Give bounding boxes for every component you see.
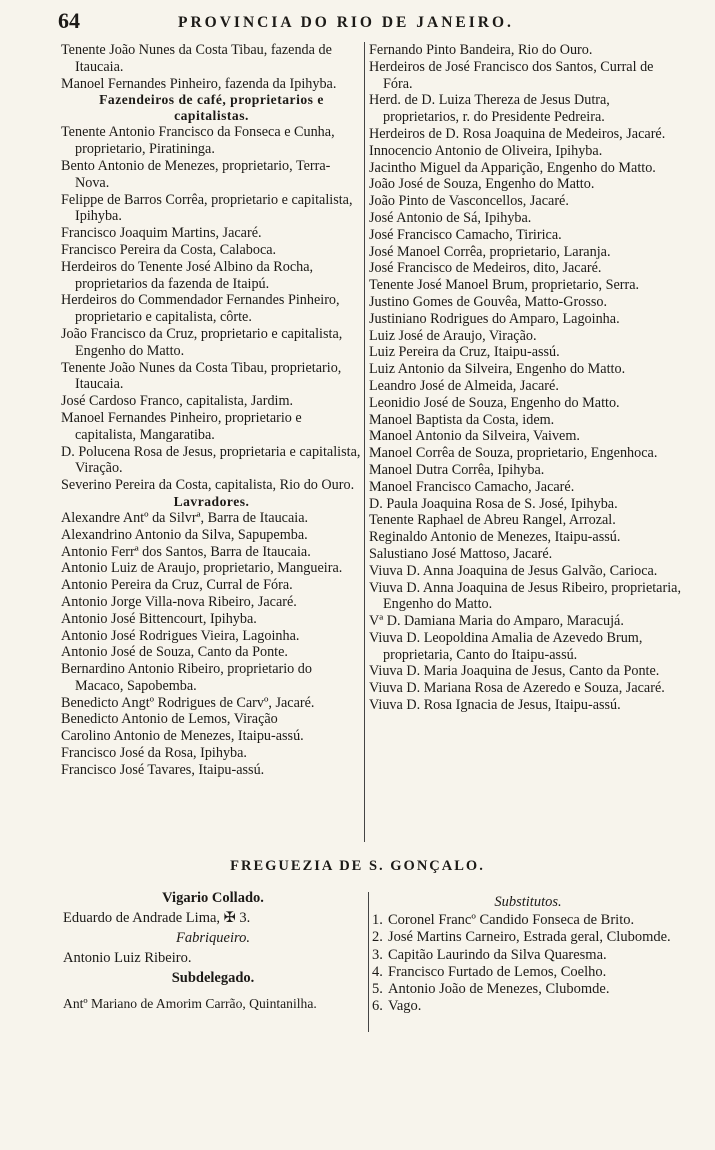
list-entry: Tenente Antonio Francisco da Fonseca e Cunha, proprietario, Piratininga.: [61, 124, 335, 158]
list-entry: Herdeiros do Commendador Fernandes Pinheiro, proprietario e capitalista, côrte.: [61, 292, 340, 326]
list-entry: Severino Pereira da Costa, capitalista, Rio do Ouro.: [61, 477, 355, 494]
list-entry: José Antonio de Sá, Ipihyba.: [369, 209, 532, 226]
list-entry: José Francisco Camacho, Tiririca.: [369, 226, 562, 243]
substituto-name: Francisco Furtado de Lemos, Coelho.: [388, 963, 607, 980]
list-entry: Francisco José da Rosa, Ipihyba.: [61, 745, 247, 762]
list-entry: Manoel Francisco Camacho, Jacaré.: [369, 478, 575, 495]
list-entry: Herd. de D. Luiza Thereza de Jesus Dutra, proprietarios, r. do Presidente Pedreira.: [369, 92, 610, 126]
list-entry: Manoel Baptista da Costa, idem.: [369, 411, 555, 428]
list-entry: Manoel Dutra Corrêa, Ipihyba.: [369, 461, 545, 478]
list-entry: Viuva D. Maria Joaquina de Jesus, Canto da Ponte.: [369, 663, 660, 680]
section-heading: Fazendeiros de café, proprietarios e capitalistas.: [99, 92, 324, 124]
substituto-name: Capitão Laurindo da Silva Quaresma.: [388, 946, 607, 963]
page-header: [58, 8, 688, 38]
list-entry: Antonio Ferrª dos Santos, Barra de Itaucaia.: [61, 543, 311, 560]
substituto-name: José Martins Carneiro, Estrada geral, Clubomde.: [388, 929, 671, 946]
list-entry: Viuva D. Anna Joaquina de Jesus Ribeiro, proprietaria, Engenho do Matto.: [369, 579, 681, 613]
substituto-number: 4.: [372, 963, 383, 980]
list-entry: José Manoel Corrêa, proprietario, Laranja.: [369, 243, 611, 260]
list-entry: Reginaldo Antonio de Menezes, Itaipu-assú.: [369, 529, 621, 546]
list-entry: Leonidio José de Souza, Engenho do Matto.: [369, 394, 620, 411]
column-divider: [364, 42, 365, 842]
list-entry: José Francisco de Medeiros, dito, Jacaré.: [369, 260, 602, 277]
list-entry: Innocencio Antonio de Oliveira, Ipihyba.: [369, 142, 603, 159]
substitutos-heading: Substitutos.: [494, 894, 562, 910]
page-number: 64: [58, 8, 80, 33]
list-entry: Salustiano José Mattoso, Jacaré.: [369, 545, 553, 562]
fabriqueiro-name: Antonio Luiz Ribeiro.: [63, 950, 192, 966]
vigario-heading: Vigario Collado.: [162, 890, 264, 906]
substituto-name: Coronel Francº Candido Fonseca de Brito.: [388, 912, 635, 929]
substituto-number: 3.: [372, 946, 383, 963]
subdelegado-heading: Subdelegado.: [171, 970, 255, 986]
list-entry: Justiniano Rodrigues do Amparo, Lagoinha.: [369, 310, 620, 327]
substituto-item: [372, 981, 684, 998]
substituto-item: [372, 964, 684, 981]
list-entry: Manoel Corrêa de Souza, proprietario, Engenhoca.: [369, 445, 658, 462]
list-entry: Antonio Luiz de Araujo, proprietario, Mangueira.: [61, 560, 343, 577]
left-column: [61, 42, 362, 779]
list-entry: Fernando Pinto Bandeira, Rio do Ouro.: [369, 42, 593, 58]
list-entry: Luiz Antonio da Silveira, Engenho do Matto.: [369, 361, 626, 378]
list-entry: Carolino Antonio de Menezes, Itaipu-assú.: [61, 728, 304, 745]
list-entry: Viuva D. Leopoldina Amalia de Azevedo Brum, proprietaria, Canto do Itaipu-assú.: [369, 629, 643, 663]
substituto-item: [372, 998, 684, 1015]
list-entry: Tenente José Manoel Brum, proprietario, Serra.: [369, 277, 640, 294]
list-entry: Alexandre Antº da Silvrª, Barra de Itaucaia.: [61, 509, 309, 526]
list-entry: Vª D. Damiana Maria do Amparo, Maracujá.: [369, 613, 624, 630]
list-entry: Antonio José Rodrigues Vieira, Lagoinha.: [61, 627, 300, 644]
list-entry: Tenente João Nunes da Costa Tibau, fazenda de Itaucaia.: [61, 42, 332, 75]
running-title: PROVINCIA DO RIO DE JANEIRO.: [178, 14, 514, 31]
list-entry: Tenente João Nunes da Costa Tibau, proprietario, Itaucaia.: [61, 359, 342, 393]
list-entry: Manoel Fernandes Pinheiro, fazenda da Ipihyba.: [61, 75, 337, 92]
list-entry: Benedicto Antonio de Lemos, Viração: [61, 711, 278, 728]
list-entry: Bento Antonio de Menezes, proprietario, Terra-Nova.: [61, 157, 331, 191]
list-entry: D. Paula Joaquina Rosa de S. José, Ipihyba.: [369, 495, 618, 512]
list-entry: Jacintho Miguel da Apparição, Engenho do Matto.: [369, 159, 656, 176]
list-entry: Herdeiros do Tenente José Albino da Rocha, proprietarios da fazenda de Itaipú.: [61, 258, 314, 292]
list-entry: Francisco Joaquim Martins, Jacaré.: [61, 225, 262, 242]
substituto-number: 6.: [372, 998, 383, 1015]
list-entry: José Cardoso Franco, capitalista, Jardim.: [61, 393, 294, 410]
list-entry: Viuva D. Mariana Rosa de Azeredo e Souza, Jacaré.: [369, 680, 665, 697]
substituto-number: 1.: [372, 912, 383, 929]
substituto-item: [372, 929, 684, 946]
list-entry: Antonio José Bittencourt, Ipihyba.: [61, 610, 257, 627]
list-entry: Luiz Pereira da Cruz, Itaipu-assú.: [369, 344, 560, 361]
list-entry: Leandro José de Almeida, Jacaré.: [369, 377, 559, 394]
list-entry: João José de Souza, Engenho do Matto.: [369, 176, 595, 193]
list-entry: Manoel Fernandes Pinheiro, proprietario e capitalista, Mangaratiba.: [61, 409, 302, 443]
list-entry: Tenente Raphael de Abreu Rangel, Arrozal.: [369, 512, 616, 529]
list-entry: Bernardino Antonio Ribeiro, proprietario do Macaco, Sapobemba.: [61, 661, 312, 694]
list-entry: Francisco José Tavares, Itaipu-assú.: [61, 761, 265, 778]
right-column: [369, 42, 681, 714]
list-entry: Viuva D. Anna Joaquina de Jesus Galvão, Carioca.: [369, 562, 658, 579]
list-entry: João Francisco da Cruz, proprietario e capitalista, Engenho do Matto.: [61, 325, 343, 359]
list-entry: João Pinto de Vasconcellos, Jacaré.: [369, 193, 569, 210]
substituto-number: 2.: [372, 929, 383, 946]
list-entry: Herdeiros de D. Rosa Joaquina de Medeiros, Jacaré.: [369, 125, 666, 142]
list-entry: Benedicto Angtº Rodrigues de Carvº, Jacaré.: [61, 694, 315, 711]
officials-block: [63, 888, 363, 1014]
list-entry: Alexandrino Antonio da Silva, Sapupemba.: [61, 526, 308, 543]
list-entry: Herdeiros de José Francisco dos Santos, Curral de Fóra.: [369, 58, 654, 92]
list-entry: Luiz José de Araujo, Viração.: [369, 327, 537, 344]
substitutos-block: [372, 894, 684, 1015]
substitutos-list: [372, 912, 684, 1015]
list-entry: Antonio Pereira da Cruz, Curral de Fóra.: [61, 577, 293, 594]
list-entry: Felippe de Barros Corrêa, proprietario e capitalista, Ipihyba.: [61, 191, 353, 225]
substituto-number: 5.: [372, 981, 383, 998]
bottom-column-divider: [368, 892, 369, 1032]
list-entry: D. Polucena Rosa de Jesus, proprietaria e capitalista, Viração.: [61, 443, 361, 477]
list-entry: Manoel Antonio da Silveira, Vaivem.: [369, 428, 580, 445]
substituto-item: [372, 947, 684, 964]
substituto-name: Vago.: [388, 998, 422, 1015]
substituto-name: Antonio João de Menezes, Clubomde.: [388, 981, 610, 998]
list-entry: Francisco Pereira da Costa, Calaboca.: [61, 241, 277, 258]
list-entry: Viuva D. Rosa Ignacia de Jesus, Itaipu-assú.: [369, 697, 621, 714]
list-entry: Justino Gomes de Gouvêa, Matto-Grosso.: [369, 293, 608, 310]
list-entry: Antonio José de Souza, Canto da Ponte.: [61, 644, 288, 661]
section-heading: Lavradores.: [173, 493, 250, 509]
substituto-item: [372, 912, 684, 929]
subdelegado-name: Antº Mariano de Amorim Carrão, Quintanilha.: [63, 996, 317, 1011]
vigario-name: Eduardo de Andrade Lima, ✠ 3.: [63, 910, 251, 926]
freguezia-title: FREGUEZIA DE S. GONÇALO.: [230, 858, 485, 874]
list-entry: Antonio Jorge Villa-nova Ribeiro, Jacaré.: [61, 593, 297, 610]
fabriqueiro-heading: Fabriqueiro.: [176, 930, 250, 946]
